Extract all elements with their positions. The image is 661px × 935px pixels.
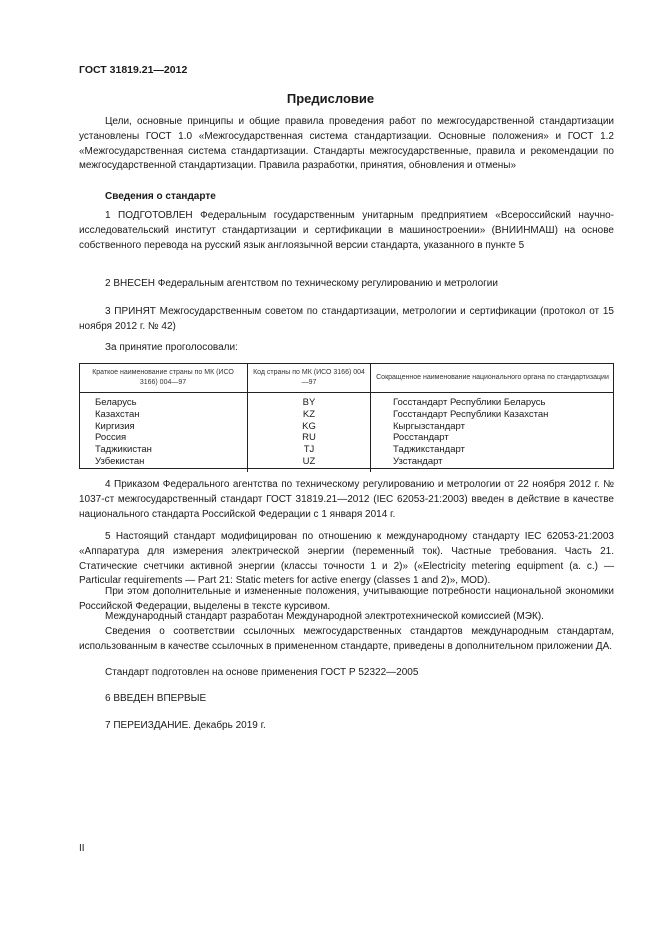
table-cell-code: KZ xyxy=(248,409,371,421)
table-cell-organ: Узстандарт xyxy=(393,455,443,467)
table-row xyxy=(79,421,614,433)
table-cell-country: Беларусь xyxy=(79,393,248,409)
item-6: 6 ВВЕДЕН ВПЕРВЫЕ xyxy=(105,693,207,704)
item-3: 3 ПРИНЯТ Межгосударственным советом по стандартизации, метрологии и сертификации (протокол от 15 ноября 2012 г. № 42) xyxy=(79,306,614,332)
item-4: 4 Приказом Федерального агентства по техническому регулированию и метрологии от 22 ноября 2012 г. № 1037-ст межгосударственный стандарт ГОСТ 31819.21—2012 (IEC 62053-21:2003) введен в действие в качестве национального стандарта Российской Федерации с 1 января 2014 г. xyxy=(79,479,614,520)
countries-table xyxy=(79,363,614,472)
info-heading: Сведения о стандарте xyxy=(105,191,216,202)
intro-paragraph: Цели, основные принципы и общие правила проведения работ по межгосударственной стандартизации установлены ГОСТ 1.0 «Межгосударственная система стандартизации. Основные положения» и ГОСТ 1.2 «Межгосударственная система стандартизации. Стандарты межгосударственные, правила и рекомендации по межгосударственной стандартизации. Правила разработки, принятия, обновления и отмены» xyxy=(79,116,614,172)
item-5-paragraph-5: Стандарт подготовлен на основе применения ГОСТ Р 52322—2005 xyxy=(105,667,419,678)
table-header-code: Код страны по МК (ИСО 3166) 004—97 xyxy=(248,363,371,393)
table-cell-country: Узбекистан xyxy=(79,456,248,472)
vote-label: За принятие проголосовали: xyxy=(105,342,238,353)
table-header-organ: Сокращенное наименование национального органа по стандартизации xyxy=(371,363,615,393)
table-cell-country: Россия xyxy=(79,432,248,444)
table-cell-country: Таджикистан xyxy=(79,444,248,456)
table-row xyxy=(79,456,614,472)
table-header-country: Краткое наименование страны по МК (ИСО 3166) 004—97 xyxy=(79,363,248,393)
table-cell-code: BY xyxy=(248,393,371,409)
table-cell-organ: Госстандарт Республики Казахстан xyxy=(393,408,549,420)
table-cell-code: RU xyxy=(248,432,371,444)
table-cell-organ: Росстандарт xyxy=(393,432,449,444)
page-title: Предисловие xyxy=(286,91,375,106)
table-cell-organ: Кыргызстандарт xyxy=(393,420,465,432)
item-5-paragraph-2: При этом дополнительные и измененные положения, учитывающие потребности национальной экономики Российской Федерации, выделены в тексте курсивом. xyxy=(79,586,614,612)
table-cell-country: Киргизия xyxy=(79,421,248,433)
document-header: ГОСТ 31819.21—2012 xyxy=(79,64,188,76)
table-cell-country: Казахстан xyxy=(79,409,248,421)
table-cell-code: KG xyxy=(248,421,371,433)
table-row xyxy=(79,393,614,409)
table-cell-organ: Госстандарт Республики Беларусь xyxy=(393,397,546,408)
table-row xyxy=(79,444,614,456)
table-row xyxy=(79,409,614,421)
item-5-paragraph-3: Международный стандарт разработан Международной электротехнической комиссией (МЭК). xyxy=(105,611,544,622)
table-cell-organ: Таджикстандарт xyxy=(393,444,465,456)
table-row xyxy=(79,432,614,444)
table-cell-code: UZ xyxy=(248,456,371,472)
item-5-paragraph-4: Сведения о соответствии ссылочных межгосударственных стандартов международным стандартам, использованным в качестве ссылочных в примененном стандарте, приведены в дополнительном приложении ДА. xyxy=(79,626,614,652)
item-7: 7 ПЕРЕИЗДАНИЕ. Декабрь 2019 г. xyxy=(105,720,266,731)
item-2: 2 ВНЕСЕН Федеральным агентством по техническому регулированию и метрологии xyxy=(105,278,498,289)
table-header-row xyxy=(79,363,614,393)
item-5: 5 Настоящий стандарт модифицирован по отношению к международному стандарту IEC 62053-21:2003 «Аппаратура для измерения электрической энергии (переменный ток). Частные требования. Часть 21. Статические счетчики активной энергии (классы точности 1 и 2)» («Electricity metering equipment (a. c.) — Particular requirements — Part 21: Static meters for active energy (classes 1 and 2)», MOD). xyxy=(79,531,614,587)
page-number: II xyxy=(79,843,85,854)
item-1: 1 ПОДГОТОВЛЕН Федеральным государственным унитарным предприятием «Всероссийский научно-исследовательский институт стандартизации и сертификации в машиностроении» (ВНИИНМАШ) на основе собственного перевода на русский язык англоязычной версии стандарта, указанного в пункте 5 xyxy=(79,210,614,251)
table-cell-code: TJ xyxy=(248,444,371,456)
